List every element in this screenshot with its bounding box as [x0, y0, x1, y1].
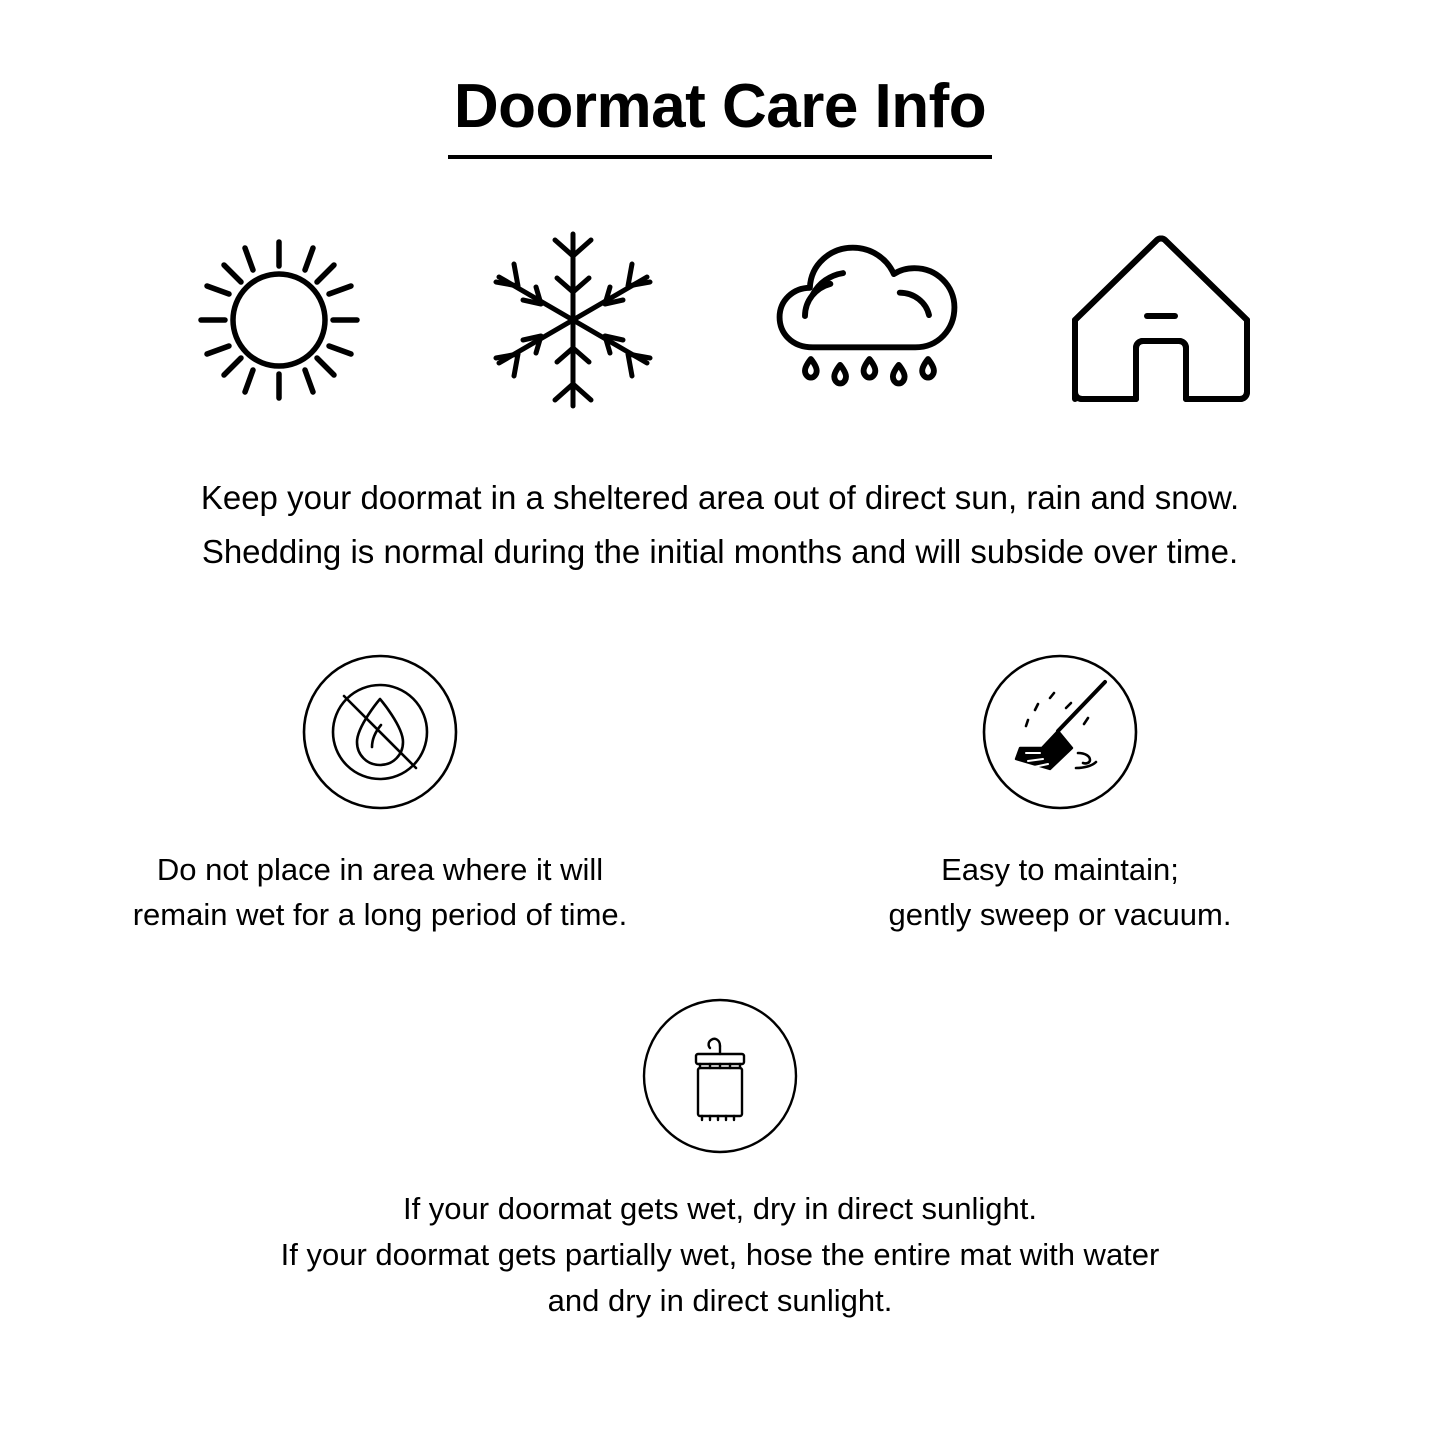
rain-cloud-icon	[762, 215, 972, 425]
page-title: Doormat Care Info	[448, 74, 992, 159]
sun-icon	[174, 215, 384, 425]
care-item-hang-dry-line-1: If your doormat gets wet, dry in direct sunlight.	[402, 1190, 1038, 1226]
care-item-sweep-caption	[889, 848, 1232, 938]
care-items-row	[0, 652, 1440, 938]
intro-line-1: Keep your doormat in a sheltered area out of direct sun, rain and snow.	[200, 479, 1240, 517]
care-item-sweep-line-2: gently sweep or vacuum.	[888, 896, 1232, 932]
care-item-hang-dry-caption	[281, 1186, 1160, 1324]
intro-paragraph	[0, 471, 1440, 578]
care-item-no-water-line-2: remain wet for a long period of time.	[132, 896, 628, 932]
care-item-no-water	[40, 652, 720, 938]
weather-icon-row	[0, 215, 1440, 425]
hang-dry-icon	[640, 996, 800, 1156]
care-item-hang-dry-line-3: and dry in direct sunlight.	[547, 1282, 893, 1318]
snowflake-icon	[468, 215, 678, 425]
care-item-sweep-line-1: Easy to maintain;	[941, 852, 1179, 887]
page-title-container	[0, 0, 1440, 159]
care-item-hang-dry	[0, 996, 1440, 1324]
broom-sweep-icon	[980, 652, 1140, 812]
house-icon	[1056, 215, 1266, 425]
care-item-no-water-caption	[133, 848, 628, 938]
care-item-hang-dry-line-2: If your doormat gets partially wet, hose the entire mat with water	[280, 1236, 1160, 1272]
intro-line-2: Shedding is normal during the initial months and will subside over time.	[201, 532, 1239, 570]
care-item-sweep	[720, 652, 1400, 938]
no-water-icon	[300, 652, 460, 812]
care-item-no-water-line-1: Do not place in area where it will	[156, 852, 604, 887]
